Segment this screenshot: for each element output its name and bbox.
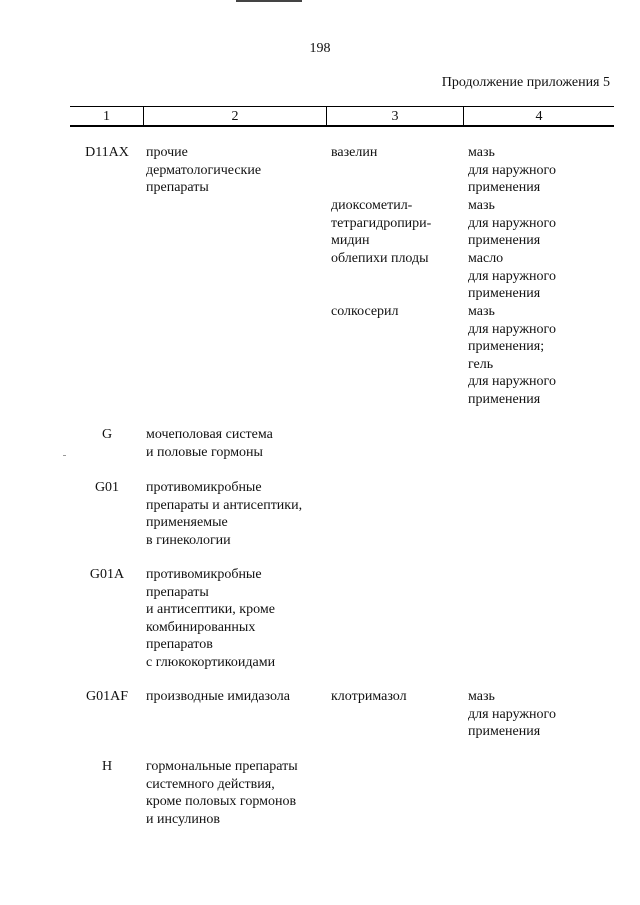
- group-name: противомикробные препараты и антисептики, кроме комбинированных препаратов с глюкокортикоидами: [146, 567, 276, 670]
- table-header-row: [70, 106, 614, 126]
- atc-code: G01AF: [85, 689, 128, 704]
- dosage-form: мазь для наружного применения: [468, 145, 556, 196]
- header-rule-top: [70, 106, 614, 107]
- dosage-form: мазь для наружного применения; гель для наружного применения: [468, 304, 556, 407]
- drug-name: диоксометил- тетрагидропири- мидин: [331, 198, 432, 249]
- header-rule-bottom: [70, 125, 614, 127]
- column-header-4: 4: [535, 109, 543, 124]
- group-name: прочие дерматологические препараты: [146, 145, 262, 196]
- atc-code: G01: [94, 480, 120, 495]
- drug-name: вазелин: [331, 145, 378, 160]
- dosage-form: масло для наружного применения: [468, 251, 556, 302]
- column-header-3: 3: [391, 109, 399, 124]
- drug-name: облепихи плоды: [331, 251, 429, 266]
- group-name: противомикробные препараты и антисептики, применяемые в гинекологии: [146, 480, 303, 548]
- appendix-title: Продолжение приложения 5: [441, 75, 610, 90]
- group-name: гормональные препараты системного действия, кроме половых гормонов и инсулинов: [146, 759, 298, 827]
- scan-edge-mark: [236, 0, 302, 2]
- dosage-form: мазь для наружного применения: [468, 689, 556, 740]
- atc-code: D11AX: [85, 145, 129, 160]
- page-number: 198: [309, 41, 331, 56]
- group-name: производные имидазола: [146, 689, 291, 704]
- drug-name: клотримазол: [331, 689, 407, 704]
- column-header-1: 1: [103, 109, 110, 124]
- column-header-2: 2: [231, 109, 239, 124]
- atc-code: G: [101, 427, 113, 442]
- scan-margin-mark: [63, 455, 66, 456]
- atc-code: H: [101, 759, 113, 774]
- dosage-form: мазь для наружного применения: [468, 198, 556, 249]
- atc-code: G01A: [89, 567, 125, 582]
- group-name: мочеполовая система и половые гормоны: [146, 427, 273, 460]
- drug-name: солкосерил: [331, 304, 399, 319]
